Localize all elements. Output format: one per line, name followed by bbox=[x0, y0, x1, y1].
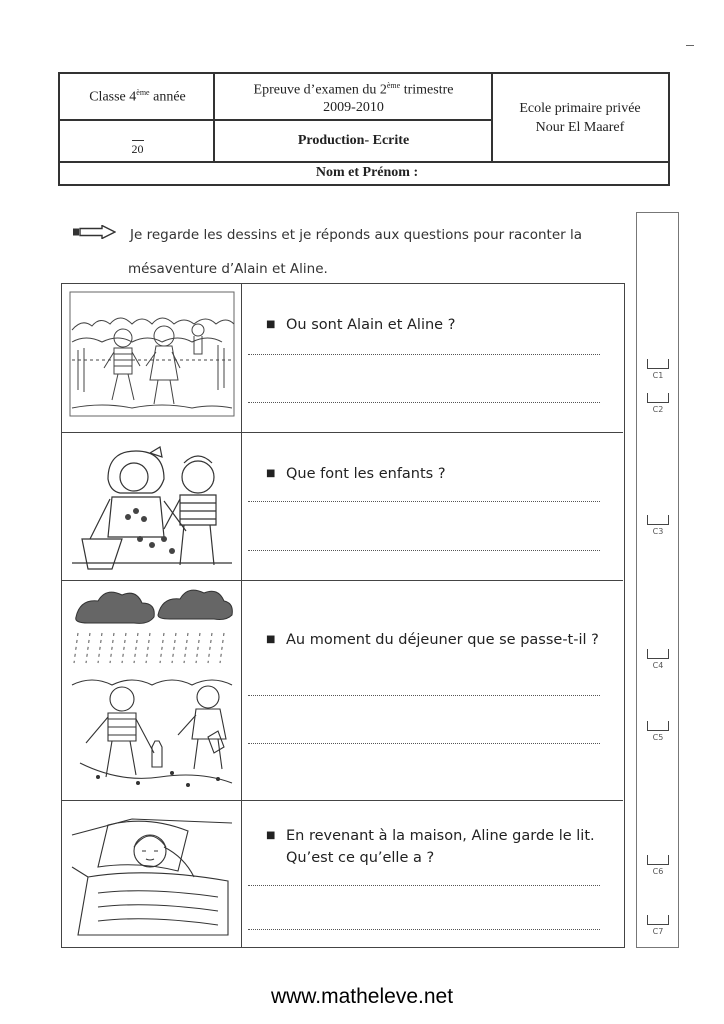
answer-line[interactable] bbox=[248, 743, 600, 744]
criterion-label: C6 bbox=[652, 867, 664, 876]
question-3: ■ Au moment du déjeuner que se passe-t-il ? bbox=[266, 632, 599, 648]
picture-girl-in-bed bbox=[62, 801, 242, 947]
instruction-line-1: Je regarde les dessins et je réponds aux questions pour raconter la bbox=[130, 227, 582, 243]
girl-in-bed-icon bbox=[68, 807, 236, 939]
answer-line[interactable] bbox=[248, 501, 600, 502]
scan-mark bbox=[686, 45, 694, 46]
arrow-icon bbox=[72, 218, 116, 252]
criterion-box[interactable] bbox=[647, 915, 669, 925]
instruction-line-2: mésaventure d’Alain et Aline. bbox=[128, 261, 328, 277]
answer-line[interactable] bbox=[248, 695, 600, 696]
questions-grid bbox=[61, 283, 625, 948]
criterion-label: C3 bbox=[652, 527, 664, 536]
criterion-label: C2 bbox=[652, 405, 664, 414]
question-row-1 bbox=[62, 284, 623, 433]
criterion-box[interactable] bbox=[647, 855, 669, 865]
criterion-box[interactable] bbox=[647, 721, 669, 731]
question-2: ■ Que font les enfants ? bbox=[266, 466, 446, 482]
name-field-label: Nom et Prénom : bbox=[315, 165, 419, 180]
children-flowers-icon bbox=[68, 439, 236, 575]
picture-children-walking-park bbox=[62, 284, 242, 432]
footer-website[interactable]: www.matheleve.net bbox=[270, 985, 454, 1008]
answer-line[interactable] bbox=[248, 402, 600, 403]
children-walking-icon bbox=[68, 290, 236, 418]
picture-children-picking-flowers bbox=[62, 433, 242, 580]
answer-line[interactable] bbox=[248, 354, 600, 355]
criterion-label: C5 bbox=[652, 733, 664, 742]
header-table bbox=[58, 72, 670, 186]
criterion-box[interactable] bbox=[647, 515, 669, 525]
rain-picnic-icon bbox=[68, 587, 236, 793]
answer-line[interactable] bbox=[248, 885, 600, 886]
criterion-box[interactable] bbox=[647, 359, 669, 369]
class-cell: Classe 4ème année bbox=[89, 88, 186, 105]
criterion-label: C4 bbox=[652, 661, 664, 670]
question-row-4 bbox=[62, 801, 623, 947]
school-cell: Ecole primaire privée Nour El Maaref bbox=[519, 101, 641, 135]
criterion-box[interactable] bbox=[647, 649, 669, 659]
grading-column bbox=[636, 212, 679, 948]
question-row-3 bbox=[62, 581, 623, 801]
instruction bbox=[72, 218, 642, 277]
criterion-label: C1 bbox=[652, 371, 664, 380]
subject-cell: Production- Ecrite bbox=[297, 133, 410, 148]
score-cell bbox=[60, 120, 215, 162]
picture-rain-picnic bbox=[62, 581, 242, 800]
school-year: 2009-2010 bbox=[323, 100, 384, 116]
answer-line[interactable] bbox=[248, 929, 600, 930]
question-4: ■ En revenant à la maison, Aline garde le lit. Qu’est ce qu’elle a ? bbox=[266, 828, 595, 866]
answer-line[interactable] bbox=[248, 550, 600, 551]
question-1: ■ Ou sont Alain et Aline ? bbox=[266, 317, 456, 333]
criterion-box[interactable] bbox=[647, 393, 669, 403]
criterion-label: C7 bbox=[652, 927, 664, 936]
exam-title-cell: Epreuve d’examen du 2ème trimestre 2009-2010 bbox=[253, 80, 454, 116]
score-denominator: 20 bbox=[131, 141, 144, 156]
question-row-2 bbox=[62, 433, 623, 581]
